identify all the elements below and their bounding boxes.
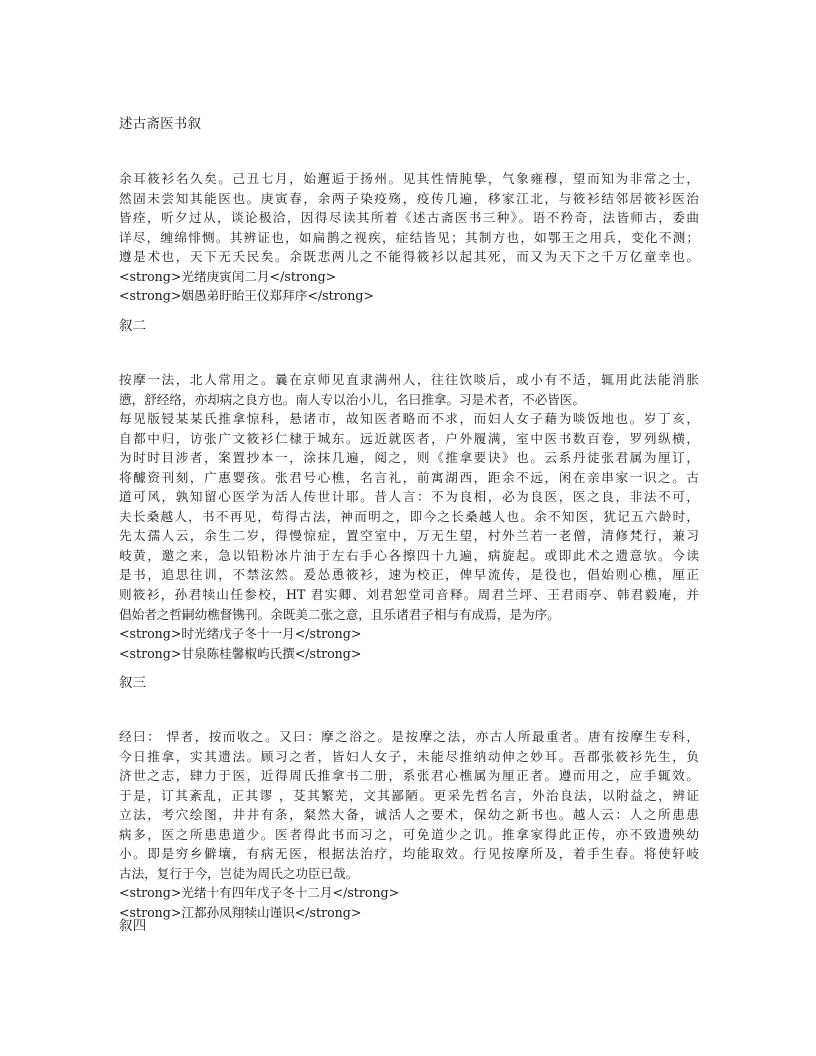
paragraph-line: 按摩一法，北人常用之。曩在京师见直隶满州人，往往饮啖后，或小有不适，辄用此法能消胀 <box>119 372 699 387</box>
paragraph-line: 详尽，缠绵悱恻。其辨证也，如扁鹊之视疾，症结皆见；其制方也，如鄂王之用兵，变化不测； <box>119 229 699 245</box>
paragraph-line: 古法，复行于今，岂徒为周氏之功臣已哉。 <box>119 865 359 881</box>
paragraph-line: 懑，舒经络，亦却病之良方也。南人专以治小儿，名曰推拿。习是术者，不必皆医。 <box>119 391 585 407</box>
paragraph-line: 倡始者之哲嗣幼樵督镌刊。余既美二张之意，且乐诸君子相与有成焉，是为序。 <box>119 606 560 622</box>
section-heading: 述古斋医书叙 <box>119 116 202 132</box>
section-body <box>119 169 699 306</box>
paragraph-line: 每见版锓某某氏推拿惊科，悬诸市，故知医者略而不求，而妇人女子藉为啖饭地也。岁丁亥， <box>119 411 699 427</box>
paragraph-line: 则筱衫，孙君犊山任参校，HT 君实卿、刘君恕堂司音释。周君兰坪、王君雨亭、韩君毅庵，并 <box>119 587 699 603</box>
paragraph-line: 先太孺人云，余生二岁，得慢惊症，置空室中，万无生望，村外兰若一老僧，清修梵行，兼习 <box>119 528 699 544</box>
date-line: <strong>时光绪戊子冬十一月</strong> <box>119 626 362 642</box>
date-line: <strong>光绪十有四年戊子冬十二月</strong> <box>119 885 400 901</box>
section-heading: 叙三 <box>119 675 147 691</box>
paragraph-line: 岐黄，邀之来，急以铅粉冰片油于左右手心各擦四十九遍，病旋起。或即此术之遗意欤。今读 <box>119 547 699 563</box>
paragraph-line: 将醵资刊刻，广惠婴孩。张君号心樵，名言礼，前寓湖西，距余不远，闲在亲串家一识之。古 <box>119 469 699 485</box>
date-line: <strong>光绪庚寅闰二月</strong> <box>119 268 337 284</box>
section-heading: 叙四 <box>119 918 147 934</box>
paragraph-line: 经曰： 悍者，按而收之。又曰：摩之浴之。是按摩之法，亦古人所最重者。唐有按摩生专科， <box>119 729 699 744</box>
paragraph-line: 然固未尝知其能医也。庚寅春，余两子染疫殇，疫传几遍，移家江北，与筱衫结邻居筱衫医治 <box>119 190 699 206</box>
paragraph-line: 病多，医之所患患道少。医者得此书而习之，可免道少之讥。推拿家得此正传，亦不致遗殃幼 <box>119 826 699 842</box>
section-body <box>119 727 699 922</box>
paragraph-line: 余耳筱衫名久矣。己丑七月，始邂逅于扬州。见其性情肫挚，气象雍穆，望而知为非常之士， <box>119 171 699 186</box>
author-line: <strong>江都孙凤翔犊山谨识</strong> <box>119 904 362 920</box>
author-line: <strong>姻愚弟盱眙王仪郑拜序</strong> <box>119 288 374 304</box>
paragraph-line: 济世之志，肆力于医，近得周氏推拿书二册，系张君心樵属为厘正者。遵而用之，应手辄效。 <box>119 768 699 784</box>
section-heading: 叙二 <box>119 318 147 334</box>
paragraph-line: 于是，订其紊乱，正其谬 ，芟其繁芜，文其鄙陋。更采先哲名言，外治良法，以附益之，辨证 <box>119 787 699 803</box>
paragraph-line: 为时时目涉者，案置抄本一，涂抹几遍，阅之，则《推拿要诀》也。云系丹徒张君属为厘订， <box>119 450 699 466</box>
paragraph-line: 道可风，孰知留心医学为活人传世计耶。昔人言：不为良相，必为良医，医之良，非法不可， <box>119 489 699 505</box>
paragraph-line: 夫长桑越人，书不再见，苟得古法，神而明之，即今之长桑越人也。余不知医，犹记五六龄时， <box>119 508 699 524</box>
paragraph-line: 今日推拿，实其遗法。顾习之者，皆妇人女子，未能尽推纳动伸之妙耳。吾郡张筱衫先生，负 <box>119 748 699 764</box>
paragraph-line: 自都中归，访张广文筱衫仁棣于城东。远近就医者，户外履满，室中医书数百卷，罗列纵横， <box>119 430 699 446</box>
section-body <box>119 370 699 663</box>
paragraph-line: 小。即是穷乡僻壤，有病无医，根据法治疗，均能取效。行见按摩所及，着手生春。将使轩岐 <box>119 846 699 862</box>
author-line: <strong>甘泉陈桂馨椒屿氏撰</strong> <box>119 645 362 661</box>
paragraph-line: 立法，考穴绘图，井井有条，粲然大备，诚活人之要术，保幼之新书也。越人云：人之所患患 <box>119 807 699 823</box>
paragraph-line: 遵是术也，天下无夭民矣。余既悲两儿之不能得筱衫以起其死，而又为天下之千万亿童幸也。 <box>119 249 699 265</box>
paragraph-line: 皆痊，听夕过从，谈论极洽，因得尽读其所着《述古斋医书三种》。语不矜奇，法皆师古，委曲 <box>119 210 699 226</box>
paragraph-line: 是书，追思往训，不禁泫然。爰怂恿筱衫，速为校正，俾早流传，是役也，倡始则心樵，厘正 <box>119 567 699 583</box>
